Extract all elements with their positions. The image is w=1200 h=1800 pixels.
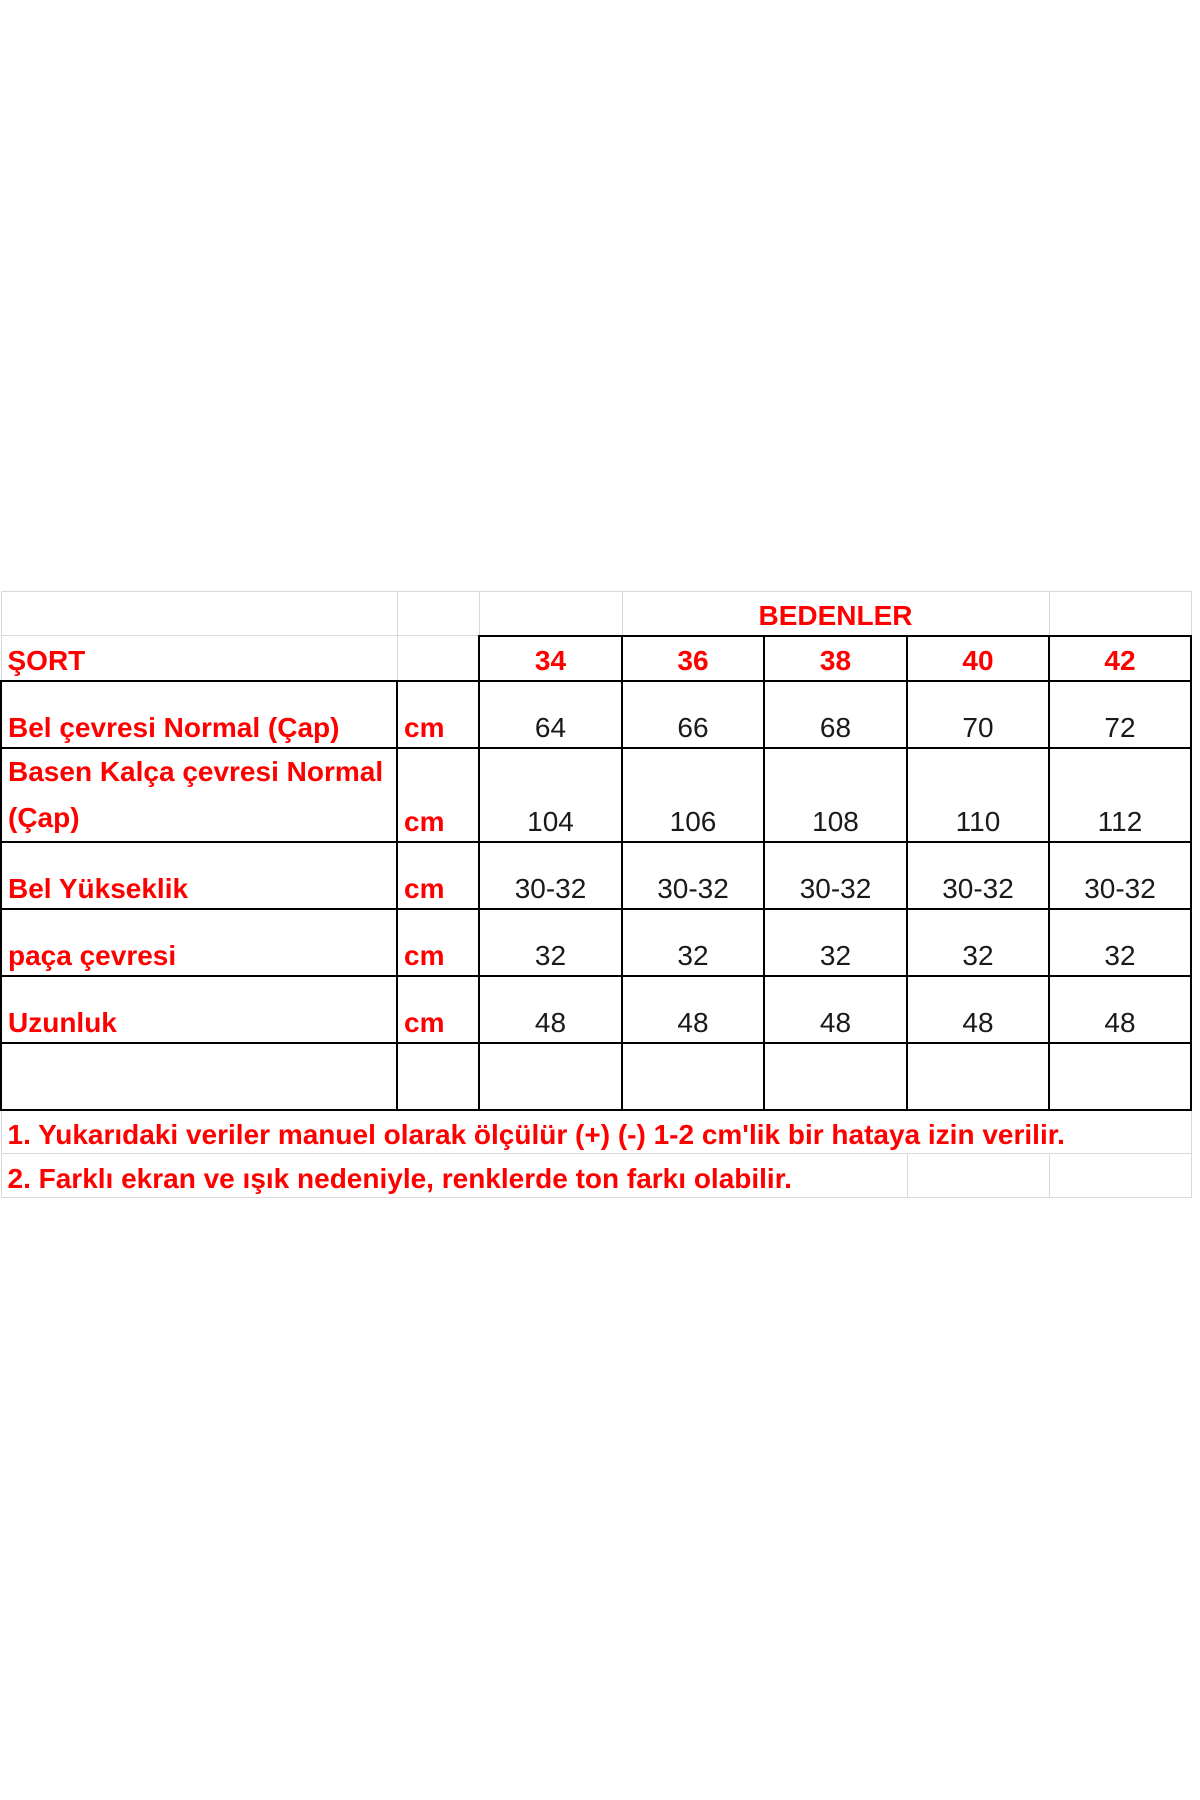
measurement-value: 110	[907, 748, 1049, 842]
measurement-value: 68	[764, 681, 907, 748]
measurement-value: 32	[764, 909, 907, 976]
empty-cell	[479, 1043, 622, 1110]
measurement-value: 66	[622, 681, 764, 748]
empty-cell	[1, 1043, 397, 1110]
unit-label: cm	[397, 909, 479, 976]
sizes-header-label: BEDENLER	[622, 592, 1049, 636]
note-text: 1. Yukarıdaki veriler manuel olarak ölçülür (+) (-) 1-2 cm'lik bir hataya izin verilir.	[1, 1110, 1191, 1154]
measurement-value: 70	[907, 681, 1049, 748]
empty-cell	[479, 592, 622, 636]
measurement-label: paça çevresi	[1, 909, 397, 976]
measurement-value: 30-32	[907, 842, 1049, 909]
bedenler-header-row	[1, 592, 1191, 636]
measurement-row	[1, 842, 1191, 909]
measurement-value: 72	[1049, 681, 1191, 748]
note-row	[1, 1154, 1191, 1198]
size-label: 38	[764, 636, 907, 681]
measurement-label: Basen Kalça çevresi Normal (Çap)	[1, 748, 397, 842]
empty-cell	[397, 592, 479, 636]
measurement-value: 48	[479, 976, 622, 1043]
empty-cell	[622, 1043, 764, 1110]
note-text: 2. Farklı ekran ve ışık nedeniyle, renklerde ton farkı olabilir.	[1, 1154, 907, 1198]
measurement-row	[1, 748, 1191, 842]
unit-label: cm	[397, 681, 479, 748]
empty-cell	[1049, 1043, 1191, 1110]
measurement-value: 32	[907, 909, 1049, 976]
empty-cell	[1049, 592, 1191, 636]
unit-label: cm	[397, 748, 479, 842]
empty-cell	[1, 592, 397, 636]
size-label: 36	[622, 636, 764, 681]
size-label: 42	[1049, 636, 1191, 681]
measurement-value: 108	[764, 748, 907, 842]
measurement-value: 32	[1049, 909, 1191, 976]
size-chart-table	[0, 591, 1192, 1198]
measurement-value: 32	[622, 909, 764, 976]
measurement-value: 30-32	[1049, 842, 1191, 909]
size-label: 40	[907, 636, 1049, 681]
empty-cell	[907, 1154, 1049, 1198]
measurement-label: Uzunluk	[1, 976, 397, 1043]
measurement-value: 106	[622, 748, 764, 842]
measurement-value: 48	[1049, 976, 1191, 1043]
measurement-value: 64	[479, 681, 622, 748]
empty-cell	[1049, 1154, 1191, 1198]
measurement-label: Bel çevresi Normal (Çap)	[1, 681, 397, 748]
measurement-value: 112	[1049, 748, 1191, 842]
size-label: 34	[479, 636, 622, 681]
note-row	[1, 1110, 1191, 1154]
empty-cell	[907, 1043, 1049, 1110]
unit-label: cm	[397, 842, 479, 909]
measurement-row	[1, 976, 1191, 1043]
empty-cell	[397, 636, 479, 681]
measurement-value: 48	[764, 976, 907, 1043]
measurement-value: 104	[479, 748, 622, 842]
measurement-value: 30-32	[764, 842, 907, 909]
measurement-row	[1, 909, 1191, 976]
empty-cell	[764, 1043, 907, 1110]
product-label: ŞORT	[1, 636, 397, 681]
unit-label: cm	[397, 976, 479, 1043]
size-row	[1, 636, 1191, 681]
empty-row	[1, 1043, 1191, 1110]
measurement-value: 32	[479, 909, 622, 976]
measurement-value: 30-32	[622, 842, 764, 909]
measurement-value: 48	[907, 976, 1049, 1043]
measurement-row	[1, 681, 1191, 748]
measurement-value: 30-32	[479, 842, 622, 909]
measurement-label: Bel Yükseklik	[1, 842, 397, 909]
measurement-value: 48	[622, 976, 764, 1043]
empty-cell	[397, 1043, 479, 1110]
